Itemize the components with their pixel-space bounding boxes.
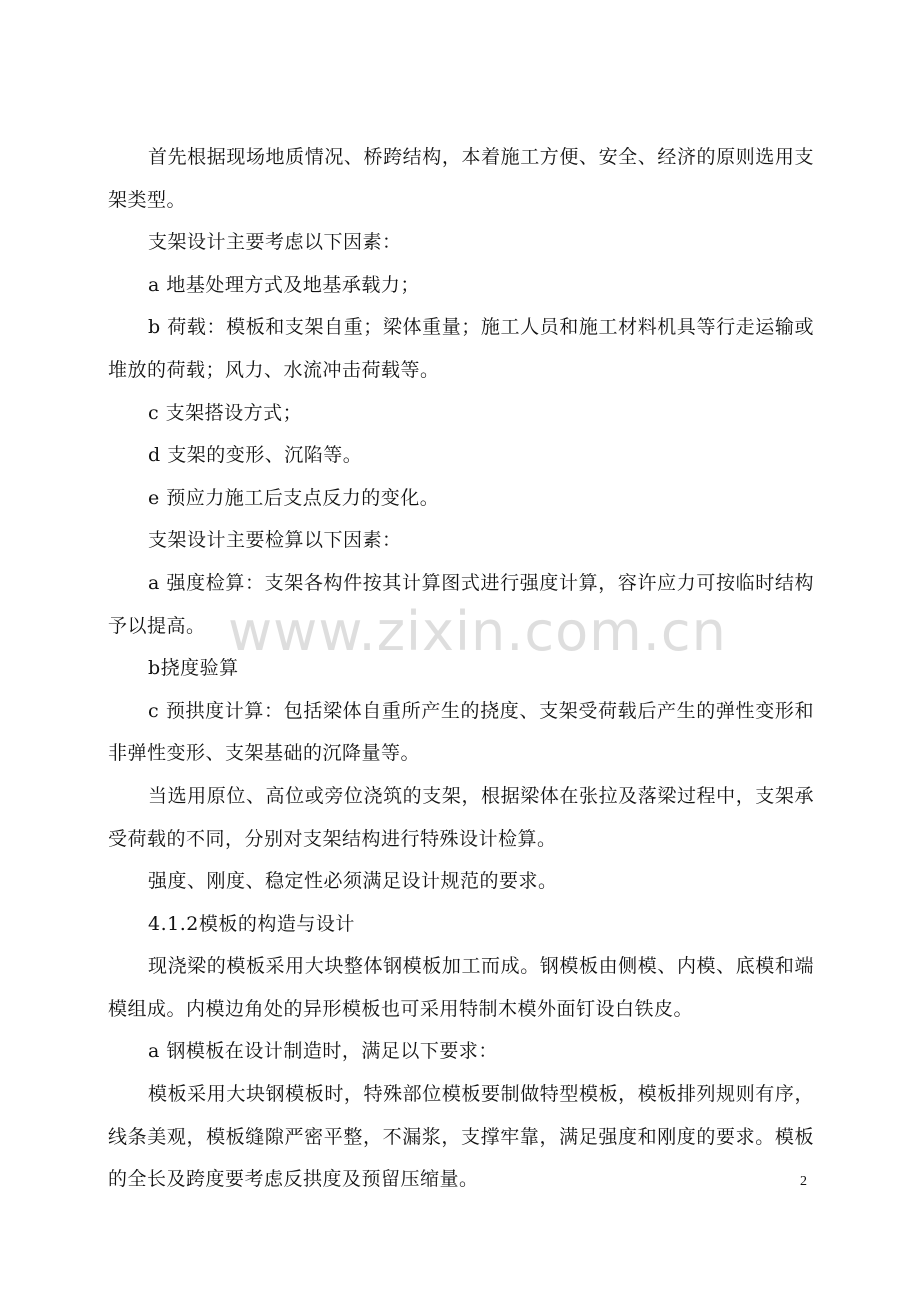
list-item-b-loads: b 荷载：模板和支架自重；梁体重量；施工人员和施工材料机具等行走运输或堆放的荷载；风力、水流冲击荷载等。 — [108, 316, 814, 381]
paragraph-requirements: 强度、刚度、稳定性必须满足设计规范的要求。 — [148, 870, 558, 893]
section-heading-formwork: 4.1.2模板的构造与设计 — [148, 912, 355, 935]
paragraph-formwork-composition: 现浇梁的模板采用大块整体钢模板加工而成。钢模板由侧模、内模、底模和端模组成。内模边角处的异形模板也可采用特制木模外面钉设白铁皮。 — [108, 955, 814, 1020]
list-item-c-erection: c 支架搭设方式； — [148, 401, 303, 424]
list-item-d-deformation: d 支架的变形、沉陷等。 — [148, 444, 363, 467]
list-item-a-foundation: a 地基处理方式及地基承载力； — [148, 273, 420, 296]
page-number: 2 — [800, 1174, 807, 1189]
list-item-e-prestress: e 预应力施工后支点反力的变化。 — [148, 486, 440, 509]
paragraph-check-factors-heading: 支架设计主要检算以下因素： — [148, 529, 402, 552]
paragraph-support-selection: 首先根据现场地质情况、桥跨结构，本着施工方便、安全、经济的原则选用支架类型。 — [108, 146, 814, 211]
paragraph-formwork-requirements: 模板采用大块钢模板时，特殊部位模板要制做特型模板，模板排列规则有序，线条美观，模板缝隙严密平整，不漏浆，支撑牢靠，满足强度和刚度的要求。模板的全长及跨度要考虑反拱度及预留压缩量。 — [108, 1083, 814, 1191]
watermark-text: www.zixin.com.cn — [228, 600, 727, 663]
list-item-b-deflection: b挠度验算 — [148, 657, 239, 680]
paragraph-special-design: 当选用原位、高位或旁位浇筑的支架，根据梁体在张拉及落梁过程中，支架承受荷载的不同，分别对支架结构进行特殊设计检算。 — [108, 784, 814, 850]
document-body — [108, 136, 814, 1201]
list-item-c-camber: c 预拱度计算：包括梁体自重所产生的挠度、支架受荷载后产生的弹性变形和非弹性变形、支架基础的沉降量等。 — [108, 699, 814, 765]
paragraph-design-factors-heading: 支架设计主要考虑以下因素： — [148, 231, 402, 254]
list-item-a-strength: a 强度检算：支架各构件按其计算图式进行强度计算，容许应力可按临时结构予以提高。 — [108, 571, 814, 637]
list-item-a-steel-formwork: a 钢模板在设计制造时，满足以下要求： — [148, 1040, 498, 1063]
